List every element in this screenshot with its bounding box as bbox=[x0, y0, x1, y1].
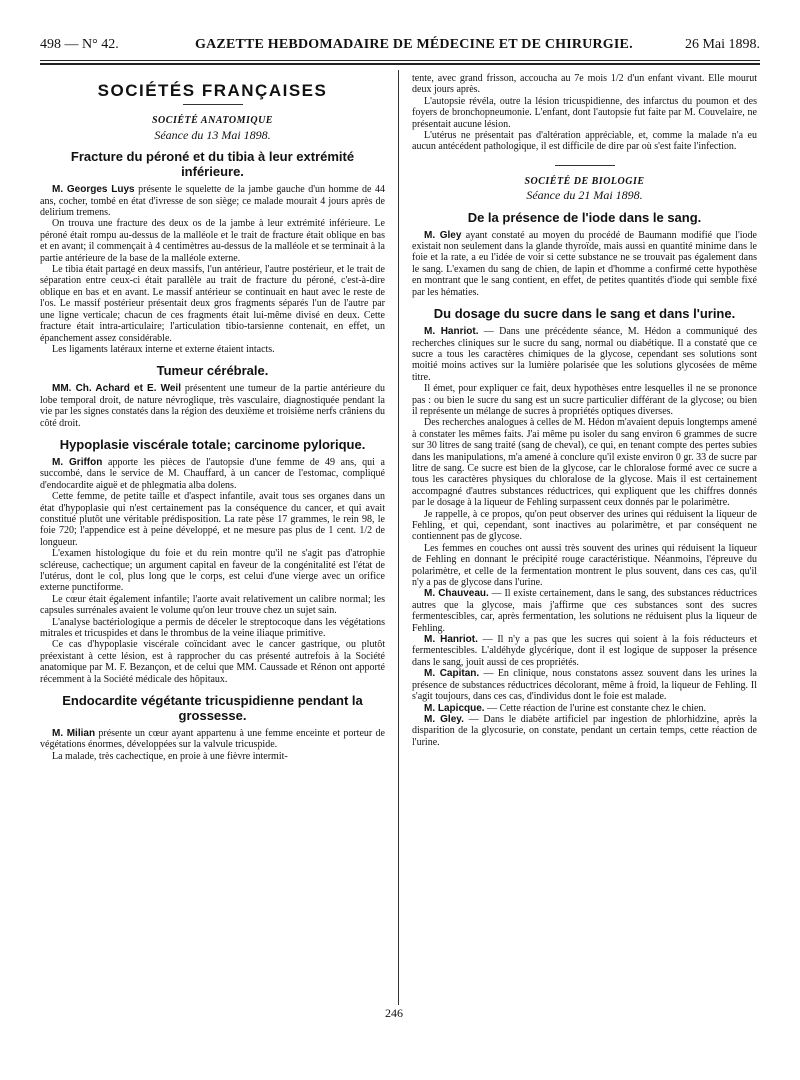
paragraph bbox=[412, 230, 757, 298]
paragraph-text: présente un cœur ayant appartenu à une femme enceinte et porteur de végétations énormes, développées sur la valvule tricuspide. bbox=[40, 728, 385, 751]
paragraph bbox=[40, 728, 385, 751]
paragraph: L'analyse bactériologique a permis de déceler le streptocoque dans les végétations mitrales et tricuspides et dans le thrombus de la veine iliaque primitive. bbox=[40, 616, 385, 640]
seance-date: Séance du 21 Mai 1898. bbox=[526, 188, 643, 203]
author-name: M. Hanriot. bbox=[424, 634, 478, 646]
section-title: SOCIÉTÉS FRANÇAISES bbox=[97, 81, 328, 100]
article-title: Du dosage du sucre dans le sang et dans l'urine. bbox=[433, 306, 736, 322]
paragraph bbox=[40, 184, 385, 218]
author-name: M. Milian bbox=[52, 728, 96, 740]
paragraph bbox=[412, 668, 757, 702]
author-name: M. Hanriot. bbox=[424, 326, 479, 338]
article-title: Tumeur cérébrale. bbox=[156, 363, 269, 379]
page-header bbox=[40, 33, 760, 57]
paragraph-text: — Il n'y a pas que les sucres qui soient à la fois réducteurs et fermentescibles. L'aldéhyde glycérique, dont il est logique de supposer la présence dans le sang, jouit aussi de ces propriétés. bbox=[412, 634, 757, 668]
paragraph: tente, avec grand frisson, accoucha au 7e mois 1/2 d'un enfant vivant. Elle mourut deux jours après. bbox=[412, 73, 757, 96]
society-name: SOCIÉTÉ ANATOMIQUE bbox=[152, 115, 273, 127]
article-title: Endocardite végétante tricuspidienne pendant la grossesse. bbox=[62, 693, 363, 724]
paragraph: On trouva une fracture des deux os de la jambe à leur extrémité inférieure. Le péroné était rompu au-dessus de la malléole et le trait de fracture était oblique en bas et en avant; il commençait à 4 centimètres au-dessus de la malléole et se terminait à la partie antérieure de la base de la malléole externe. bbox=[40, 218, 385, 264]
seance-date: Séance du 13 Mai 1898. bbox=[154, 127, 271, 142]
paragraph bbox=[40, 383, 385, 429]
article-title: De la présence de l'iode dans le sang. bbox=[467, 209, 702, 225]
article-endocardite bbox=[40, 693, 385, 762]
paragraph: Les ligaments latéraux interne et externe étaient intacts. bbox=[52, 343, 275, 355]
author-name: M. Georges Luys bbox=[52, 184, 135, 196]
paragraph-text: — Cette réaction de l'urine est constante chez le chien. bbox=[484, 702, 706, 714]
paragraph-text: ayant constaté au moyen du procédé de Baumann modifié que l'iode existait non seulement dans la glande thyroïde, mais aussi en quantité minime dans le foie et la rate, a eu l'idée de voir si cette substance ne se trouvait pas également dans le sang. L'examen du sang de chien, de lapin et d'homme a confirmé cette hypothèse en montrant que le sang contient, en effet, de petites quantités d'iode qui semble fixé par les hématies. bbox=[412, 229, 757, 298]
paragraph: L'utérus ne présentait pas d'altération appréciable, et, comme la malade n'a eu aucun antécédent pathologique, il est difficile de dire par où s'est faite l'infection. bbox=[412, 130, 757, 153]
article-hypoplasie bbox=[40, 437, 385, 685]
title-rule bbox=[183, 104, 243, 105]
article-endocardite-continued bbox=[412, 73, 757, 153]
paragraph-text: apporte les pièces de l'autopsie d'une femme de 49 ans, qui a succombé, dans le service de M. Chauffard, à un cancer de l'estomac, compliqué d'endocardite aiguë et de phlegmatia alba dolens. bbox=[40, 456, 385, 491]
paragraph bbox=[412, 703, 757, 714]
paragraph: La malade, très cachectique, en proie à une fièvre intermit- bbox=[52, 750, 288, 762]
page-issue-number: 498 — N° 42. bbox=[40, 37, 119, 52]
article-title: Fracture du péroné et du tibia à leur extrémité inférieure. bbox=[70, 149, 355, 180]
paragraph-text: présentent une tumeur de la partie antérieure du lobe temporal droit, de nature névroglique, très vasculaire, diagnostiquée pendant la vie par les signes constatés dans la région des deuxième et troisième nerfs crâniens du côté droit. bbox=[40, 383, 385, 429]
header-rule-thin bbox=[40, 60, 760, 61]
author-name: M. Lapicque. bbox=[424, 702, 485, 714]
paragraph-text: — En clinique, nous constatons assez souvent dans les urines la présence de substances réductrices décolorant, même à froid, la liqueur de Fehling. Il s'agit toujours, dans ces cas, d'individus dont le foie est malade. bbox=[412, 668, 757, 703]
article-sucre bbox=[412, 306, 757, 748]
paragraph: Je rappelle, à ce propos, qu'on peut observer des urines qui réduisent la liqueur de Fehling, et qui, cependant, sont inactives au polarimètre, et par conséquent ne contiennent pas de glycose. bbox=[412, 508, 757, 543]
author-name: M. Griffon bbox=[52, 456, 103, 468]
article-iode bbox=[412, 210, 757, 298]
paragraph: L'examen histologique du foie et du rein montre qu'il ne s'agit pas d'atrophie scléreuse, cachectique; un argument capital en faveur de la congénitalité est l'état de l'utérus, dont le col, plus long que le corps, est celui d'une vierge avec un orifice externe punctiforme. bbox=[40, 548, 385, 594]
society-name: SOCIÉTÉ DE BIOLOGIE bbox=[524, 175, 645, 187]
paragraph-text: — Dans une précédente séance, M. Hédon a communiqué des recherches cliniques sur le sucre du sang, normal ou diabétique. Il a constaté que ce sucre a tous les caractères chimiques de la glycose, cependant ses solutions sont moitié moins actives sur la lumière polarisée que les solutions glycosées de même titre. bbox=[412, 326, 758, 383]
article-tumeur bbox=[40, 363, 385, 429]
paragraph: L'autopsie révéla, outre la lésion tricuspidienne, des infarctus du poumon et des foyers de bronchopneumonie. L'enfant, dont l'autopsie fut faite par M. Couvelaire, ne présentait aucune lésion. bbox=[412, 95, 757, 130]
paragraph bbox=[412, 634, 757, 668]
journal-title: GAZETTE HEBDOMADAIRE DE MÉDECINE ET DE CHIRURGIE. bbox=[195, 37, 633, 52]
paragraph: Cette femme, de petite taille et d'aspect infantile, avait tous ses organes dans un état d'hypoplasie qui n'est certainement pas la conséquence du cancer, et qui avait constitué plutôt une véritable prédisposition. La rate pèse 17 grammes, le rein 98, le foie 720; l'appendice est à peine développé, et ne mesure pas plus de 1 cent. 1/2 de longueur. bbox=[40, 491, 385, 548]
paragraph: Le cœur était également infantile; l'aorte avait relativement un calibre normal; les capsules surrénales avaient le volume qu'on leur trouve chez un sujet sain. bbox=[40, 593, 385, 617]
paragraph: Les femmes en couches ont aussi très souvent des urines qui réduisent la liqueur de Fehling en donnant le précipité rouge caractéristique. Néanmoins, l'épreuve du polarimètre, et celle de la fermentation montrent le plus souvent, dans ces cas, qu'il n'y a pas de glycose dans l'urine. bbox=[412, 542, 757, 589]
paragraph bbox=[412, 326, 757, 383]
left-column bbox=[40, 73, 385, 762]
author-name: M. Gley bbox=[424, 229, 462, 241]
author-name: M. Chauveau. bbox=[424, 588, 489, 600]
author-name: MM. Ch. Achard et E. Weil bbox=[52, 383, 181, 395]
paragraph-text: — Dans le diabète artificiel par ingestion de phlorhidzine, après la disparition de la glycosurie, on constate, pendant un certain temps, cette réaction de l'urine. bbox=[412, 713, 757, 748]
paragraph bbox=[412, 714, 757, 748]
author-name: M. Gley. bbox=[424, 713, 464, 725]
article-title: Hypoplasie viscérale totale; carcinome pylorique. bbox=[59, 436, 366, 452]
paragraph: Ce cas d'hypoplasie viscérale coïncidant avec le cancer gastrique, ou plutôt préexistant à cette lésion, est à rapprocher du cas présenté autrefois à la Société anatomique par M. F. Bezançon, et de celui que MM. Caussade et Rénon ont apporté récemment à la Société médicale des hôpitaux. bbox=[40, 639, 385, 685]
paragraph bbox=[412, 588, 757, 634]
paragraph-text: présente le squelette de la jambe gauche d'un homme de 44 ans, cocher, tombé en état d'ivresse de son siège; ce malade mourait 4 jours après de delirium tremens. bbox=[40, 184, 385, 219]
right-column bbox=[412, 73, 757, 748]
column-divider bbox=[398, 70, 399, 1005]
paragraph: Il émet, pour expliquer ce fait, deux hypothèses entre lesquelles il ne se prononce pas : ou bien le sucre du sang est un sucre particulier différant de la glycose; ou bien il représente un mélange de sucres à propriétés optiques diverses. bbox=[412, 383, 757, 417]
page-number: 246 bbox=[385, 1006, 403, 1020]
section-rule bbox=[555, 165, 615, 166]
paragraph-text: — Il existe certainement, dans le sang, des substances réductrices autres que la glycose, mais j'affirme que ces substances sont des sucres fermentescibles, car, après fermentation, les solutions ne réduisent plus la liqueur de Fehling. bbox=[412, 588, 757, 634]
paragraph bbox=[40, 457, 385, 491]
issue-date: 26 Mai 1898. bbox=[684, 37, 760, 52]
paragraph: Le tibia était partagé en deux massifs, l'un antérieur, l'autre postérieur, et le trait de séparation entre ceux-ci était parallèle au trait de fracture du péroné, c'est-à-dire oblique en bas et en avant. Le massif antérieur se continuait en haut avec le reste de l'os. Le massif postérieur présentait deux gros fragments séparés l'un de l'autre par une ligne verticale; chacun de ces fragments était lui-même divisé en deux. Cette fracture était intra-articulaire; l'articulation tibio-tarsienne contenait, en effet, un épanchement assez considérable. bbox=[40, 264, 385, 344]
header-rule-thick bbox=[40, 63, 760, 65]
article-fracture bbox=[40, 149, 385, 355]
author-name: M. Capitan. bbox=[424, 668, 480, 680]
paragraph: Des recherches analogues à celles de M. Hédon m'avaient depuis longtemps amené à constater les mêmes faits. J'ai même pu isoler du sang environ 6 grammes de sucre sur 30 litres de sang traité (sang de cheval), ce qui, en tenant compte des pertes subies dans les manipulations, m'a amené à conclure qu'il existe environ 0 gr. 33 de sucre par litre de sang. Ce sucre est bien de la glycose, car le chloralose formé avec ce sucre a tous les caractères physiques du chloralose de la glycose. Mais il est certainement accompagné d'autres substances réductrices, qui expliquent que les chiffres donnés par le dosage à la liqueur de Fehling surpassent ceux donnés par le polarimètre. bbox=[412, 417, 757, 509]
